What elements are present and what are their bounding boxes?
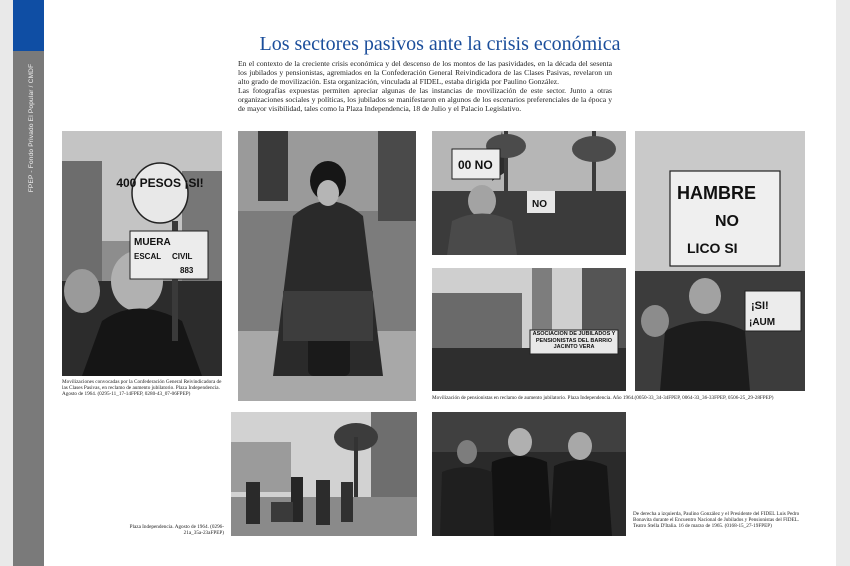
sign-muera: MUERA [134, 237, 171, 248]
sign-hambre-no: NO [715, 213, 739, 230]
sign-400-pesos: 400 PESOS ¡SI! [116, 176, 204, 190]
photo-crowd-signs [432, 131, 626, 255]
banner-text: ASOCIACION DE JUBILADOS Y PENSIONISTAS DEL BARRIO JACINTO VERA [532, 331, 616, 350]
caption-2: Movilización de pensionistas en reclamo de aumento jubilatorio. Plaza Independencia. Año 1964.(0050-33_34-34FPEP, 0064-33_36-33FPEP, 0506-25_29-28FPEP) [432, 395, 774, 401]
photo-hambre-sign [635, 131, 805, 391]
sign-si: ¡SI! [751, 300, 769, 312]
sign-escal: ESCAL [134, 252, 162, 261]
intro-text [238, 60, 612, 113]
sidebar-label: FPEP - Fondo Privado El Popular / CMDF [28, 63, 35, 193]
caption-4: De derecha a izquierda, Paulino González y el Presidente del FIDEL Luis Pedro Bonavita durante el Encuentro Nacional de Jubilados y Pensionistas del FIDEL. Teatro Stella D'Italia. 16 de marzo de 1965. (0168-15_27-19FPEP) [633, 511, 800, 530]
photo-woman-with-sign [62, 131, 222, 376]
photo-plaza-street [231, 412, 417, 536]
sign-lico-si: LICO SI [687, 240, 738, 256]
sign-hambre: HAMBRE [677, 183, 756, 203]
caption-1: Movilizaciones convocadas por la Confederación General Reivindicadora de las Clases Pasivas, en reclamo de aumento jubilatorio. Plaza Independencia. Agosto de 1964. (0295-11_17-14FPEP, 0280-43_07-06FPEP) [62, 379, 222, 398]
sign-00-no: 00 NO [458, 158, 493, 172]
intro-paragraph-1: En el contexto de la creciente crisis económica y del descenso de los montos de las pasividades, en la década del sesenta los jubilados y pensionistas, agremiados en la Confederación General Reivindicadora de las Clases Pasivas, revelaron un alto grado de movilización. Esta organización, vinculada al FIDEL, estaba dirigida por Paulino González. [238, 59, 612, 86]
photo-seated-woman [238, 131, 416, 401]
sidebar-accent [13, 0, 44, 51]
sign-no: NO [532, 199, 547, 210]
sign-aum: ¡AUM [749, 317, 776, 328]
caption-3: Plaza Independencia. Agosto de 1964. (0296-21a_35a-23aFPEP) [129, 524, 224, 537]
page-title: Los sectores pasivos ante la crisis económica [259, 33, 621, 55]
photo-theatre [432, 412, 626, 536]
sign-civil: CIVIL [172, 252, 193, 261]
photo-plaza-banner [432, 268, 626, 391]
sign-883: 883 [180, 266, 194, 275]
intro-paragraph-2: Las fotografías expuestas permiten apreciar algunas de las instancias de movilización de este sector. Junto a otras organizaciones sociales y políticas, los jubilados se manifestaron en algunos de los escenarios preferenciales de la época y de mayor visibilidad, tales como la Plaza Independencia, 18 de Julio y el Palacio Legislativo. [238, 85, 612, 113]
